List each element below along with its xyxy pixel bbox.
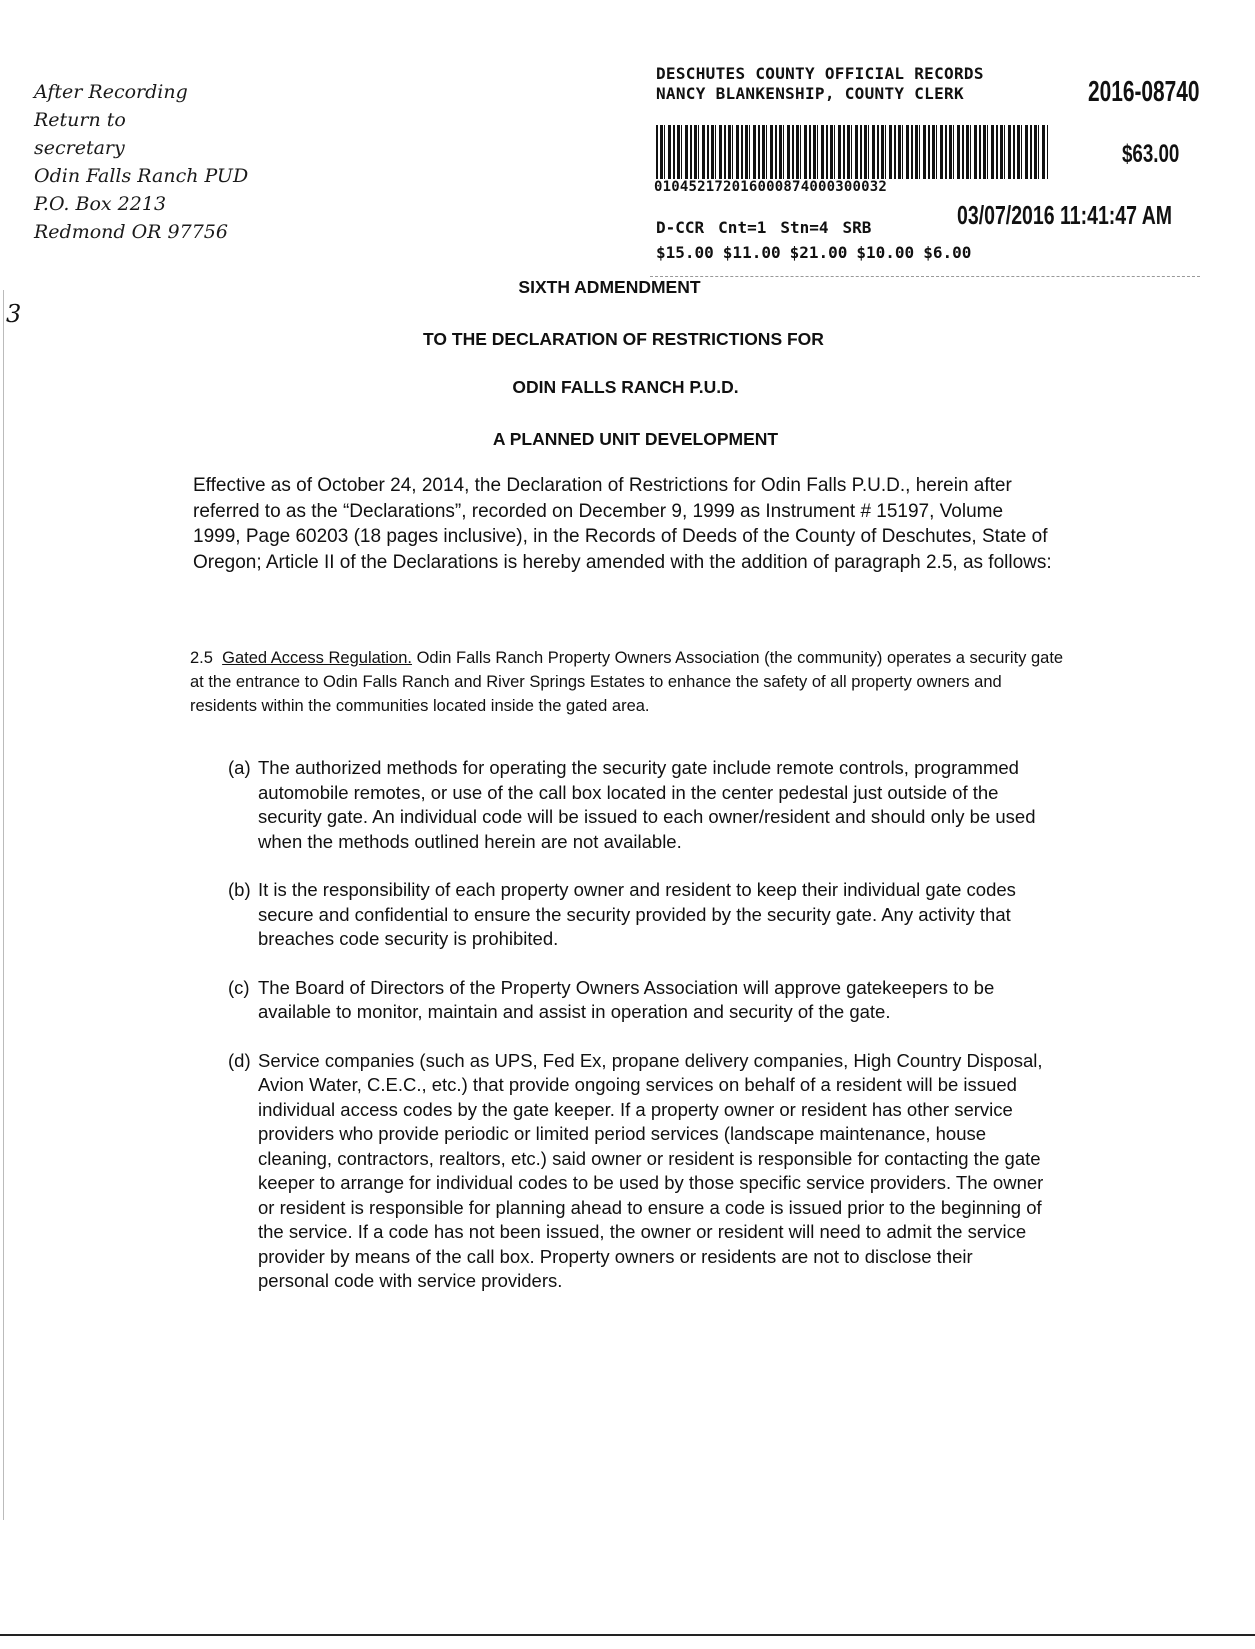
section-items xyxy=(228,756,1048,1294)
section-2-5 xyxy=(190,646,1070,718)
list-item xyxy=(228,756,1048,854)
scan-margin-line xyxy=(3,290,4,1520)
stamp-codes xyxy=(656,218,885,237)
item-text: The Board of Directors of the Property Owners Association will approve gatekeepers to be available to monitor, maintain and assist in operation and security of the gate. xyxy=(258,976,995,1022)
list-item xyxy=(228,1049,1048,1294)
development-type: A PLANNED UNIT DEVELOPMENT xyxy=(492,429,779,449)
stamp-office: DESCHUTES COUNTY OFFICIAL RECORDS xyxy=(656,64,984,83)
stamp-code: SRB xyxy=(842,218,872,237)
development-name: ODIN FALLS RANCH P.U.D. xyxy=(512,377,739,397)
stamp-code: Stn=4 xyxy=(780,218,829,237)
item-label: (d) xyxy=(228,1049,251,1071)
item-label: (a) xyxy=(228,757,251,778)
document-title: SIXTH ADMENDMENT xyxy=(518,277,701,297)
handwritten-line: Redmond OR 97756 xyxy=(34,221,228,243)
handwritten-line: secretary xyxy=(34,137,125,159)
instrument-number: 2016-08740 xyxy=(1088,76,1200,108)
item-text: It is the responsibility of each property owner and resident to keep their individual gate codes secure and confidential to ensure the security provided by the security gate. Any activity that breaches code security is prohibited. xyxy=(258,879,1016,949)
section-text: Odin Falls Ranch Property Owners Association (the community) operates a security gate at the entrance to Odin Falls Ranch and River Springs Estates to enhance the safety of all property owners and residents within the communities located inside the gated area. xyxy=(190,649,1064,715)
barcode-number: 010452172016000874000300032 xyxy=(654,179,887,195)
stamp-fee: $10.00 xyxy=(856,243,915,262)
recording-datetime: 03/07/2016 11:41:47 AM xyxy=(957,200,1173,230)
section-number: 2.5 xyxy=(190,649,213,667)
stamp-fee: $11.00 xyxy=(722,243,781,262)
intro-paragraph: Effective as of October 24, 2014, the Declaration of Restrictions for Odin Falls P.U.D., herein after referred to as the “Declarations”, recorded on December 9, 1999 as Instrument # 15197, Volume 1999, Page 60203 (18 pages inclusive), in the Records of Deeds of the County of Deschutes, State of Oregon; Article II of the Declarations is hereby amended with the addition of paragraph 2.5, as follows: xyxy=(193,475,1052,573)
page-bottom-rule xyxy=(0,1634,1255,1636)
stamp-fees xyxy=(656,243,980,262)
handwritten-return-note xyxy=(34,78,334,246)
stamp-code: Cnt=1 xyxy=(718,218,767,237)
section-title: Gated Access Regulation. xyxy=(222,649,412,667)
stamp-fee: $21.00 xyxy=(789,243,848,262)
handwritten-line: P.O. Box 2213 xyxy=(34,193,167,215)
item-label: (c) xyxy=(228,976,250,998)
stamp-fee: $15.00 xyxy=(656,243,714,262)
barcode xyxy=(656,125,1048,179)
handwritten-line: Return to xyxy=(34,109,126,131)
handwritten-margin-mark: 3 xyxy=(6,300,22,328)
stamp-fee: $6.00 xyxy=(923,243,972,262)
document-subtitle: TO THE DECLARATION OF RESTRICTIONS FOR xyxy=(423,329,824,349)
recording-stamp-header xyxy=(656,64,984,104)
item-label: (b) xyxy=(228,879,251,900)
list-item xyxy=(228,976,1048,1025)
handwritten-line: Odin Falls Ranch PUD xyxy=(34,165,249,187)
stamp-clerk: NANCY BLANKENSHIP, COUNTY CLERK xyxy=(656,84,964,103)
item-text: The authorized methods for operating the security gate include remote controls, programmed automobile remotes, or use of the call box located in the center pedestal just outside of the security gate. An individual code will be issued to each owner/resident and should only be used when the methods outlined herein are not available. xyxy=(258,757,1036,852)
handwritten-line: After Recording xyxy=(34,81,188,103)
stamp-code: D-CCR xyxy=(656,218,705,237)
item-text: Service companies (such as UPS, Fed Ex, propane delivery companies, High Country Disposal, Avion Water, C.E.C., etc.) that provide ongoing services on behalf of a resident will be issued individual access codes by the gate keeper. If a property owner or resident has other service providers who provide periodic or limited period services (landscape maintenance, house cleaning, contractors, realtors, etc.) said owner or resident is responsible for contacting the gate keeper to arrange for individual codes to be used by those specific service providers. The owner or resident is responsible for planning ahead to ensure a code is issued prior to the beginning of the service. If a code has not been issued, the owner or resident will need to admit the service provider by means of the call box. Property owners or residents are not to disclose their personal code with service providers. xyxy=(258,1049,1044,1291)
total-fee: $63.00 xyxy=(1122,140,1180,168)
list-item xyxy=(228,878,1048,952)
